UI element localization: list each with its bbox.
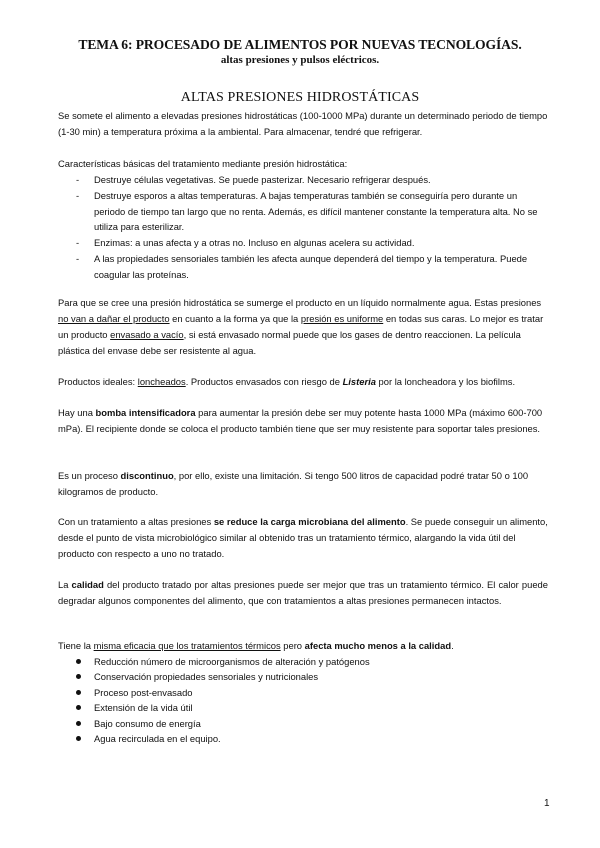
bold-term: bomba intensificadora [95,407,196,418]
page-number: 1 [544,798,550,809]
bullet-icon [76,690,81,695]
paragraph-intro: Se somete el alimento a elevadas presiones hidrostáticas (100-1000 MPa) durante un determinado periodo de tiempo (1-30 min) a temperatura próxima a la ambiental. Para almacenar, tendré que refrigerar. [58,110,548,137]
list-item: - Destruye esporos a altas temperaturas. A bajas temperaturas también se conseguiría pero durante un periodo de tiempo tan largo que no renta. Además, es difícil mantener constante la temperatura alta. No se utiliza para esterilizar. [76,189,538,233]
list-item: Bajo consumo de energía [58,716,548,731]
list-item: Reducción número de microorganismos de alteración y patógenos [58,654,548,669]
bold-term: discontinuo [120,470,174,481]
underlined-phrase: misma eficacia que los tratamientos térmicos [93,640,281,651]
bullet-icon [76,659,81,664]
paragraph-discontinuous: Es un proceso discontinuo, por ello, existe una limitación. Si tengo 500 litros de capacidad podré tratar 50 o 100 kilogramos de producto. [58,470,529,497]
document-subtitle: altas presiones y pulsos eléctricos. [220,54,380,66]
paragraph-hydrostatic-pressure: Para que se cree una presión hidrostática se sumerge el producto en un líquido normalmente agua. Estas presiones no van a dañar el producto en cuanto a la forma ya que la presión es uniforme en todas sus caras. Lo mejor es tratar un producto envasado a vacío, si está envasado normal puede que los gases de dentro reaccionen. La película plástica del envase debe ser resistente al agua. [58,297,544,356]
list-item: - Enzimas: a unas afecta y a otras no. Incluso en algunas acelera su actividad. [76,237,415,249]
list-item: Extensión de la vida útil [58,700,548,715]
italic-term: Listeria [342,376,376,387]
bold-term: afecta mucho menos a la calidad [304,640,452,651]
bullet-icon [76,721,81,726]
paragraph-intensifier-pump: Hay una bomba intensificadora para aumentar la presión debe ser muy potente hasta 1000 MPa (máximo 600-700 mPa). El recipiente donde se coloca el producto también tiene que ser muy resistente para soportar tales presiones. [58,407,543,434]
paragraph-efficacy: Tiene la misma eficacia que los tratamientos térmicos pero afecta mucho menos a la calidad. [58,640,454,651]
underlined-phrase: presión es uniforme [300,313,384,324]
list-item: Agua recirculada en el equipo. [58,731,548,746]
section-heading: ALTAS PRESIONES HIDROSTÁTICAS [180,90,420,105]
paragraph-characteristics-intro: Características básicas del tratamiento mediante presión hidrostática: [58,158,348,169]
bullet-icon [76,674,81,679]
bold-term: se reduce la carga microbiana del alimento [213,516,406,527]
list-item: - Destruye células vegetativas. Se puede pasterizar. Necesario refrigerar después. [76,174,431,185]
list-item: Proceso post-envasado [58,685,548,700]
list-item: Conservación propiedades sensoriales y nutricionales [58,669,548,684]
advantages-list [58,654,548,746]
paragraph-quality: La calidad del producto tratado por altas presiones puede ser mejor que tras un tratamiento térmico. El calor puede degradar algunos componentes del alimento, que con tratamientos a altas presiones permanecen intactos. [58,579,548,606]
paragraph-ideal-products: Productos ideales: loncheados. Productos envasados con riesgo de Listeria por la loncheadora y los biofilms. [58,376,516,387]
underlined-phrase: loncheados [137,376,186,387]
underlined-phrase: envasado a vacío [110,329,184,340]
bold-term: calidad [71,579,104,590]
underlined-phrase: no van a dañar el producto [58,313,170,324]
document-title: TEMA 6: PROCESADO DE ALIMENTOS POR NUEVAS TECNOLOGÍAS. [78,37,522,52]
paragraph-microbial-load: Con un tratamiento a altas presiones se reduce la carga microbiana del alimento. Se puede conseguir un alimento, desde el punto de vista microbiológico similar al obtenido tras un tratamiento térmico, alargando la vida útil del producto con respecto a uno no tratado. [58,516,548,559]
characteristics-list [58,172,548,283]
list-item: - A las propiedades sensoriales también les afecta aunque dependerá del tiempo y la temperatura. Puede coagular las proteínas. [76,252,528,280]
bullet-icon [76,736,81,741]
bullet-icon [76,705,81,710]
